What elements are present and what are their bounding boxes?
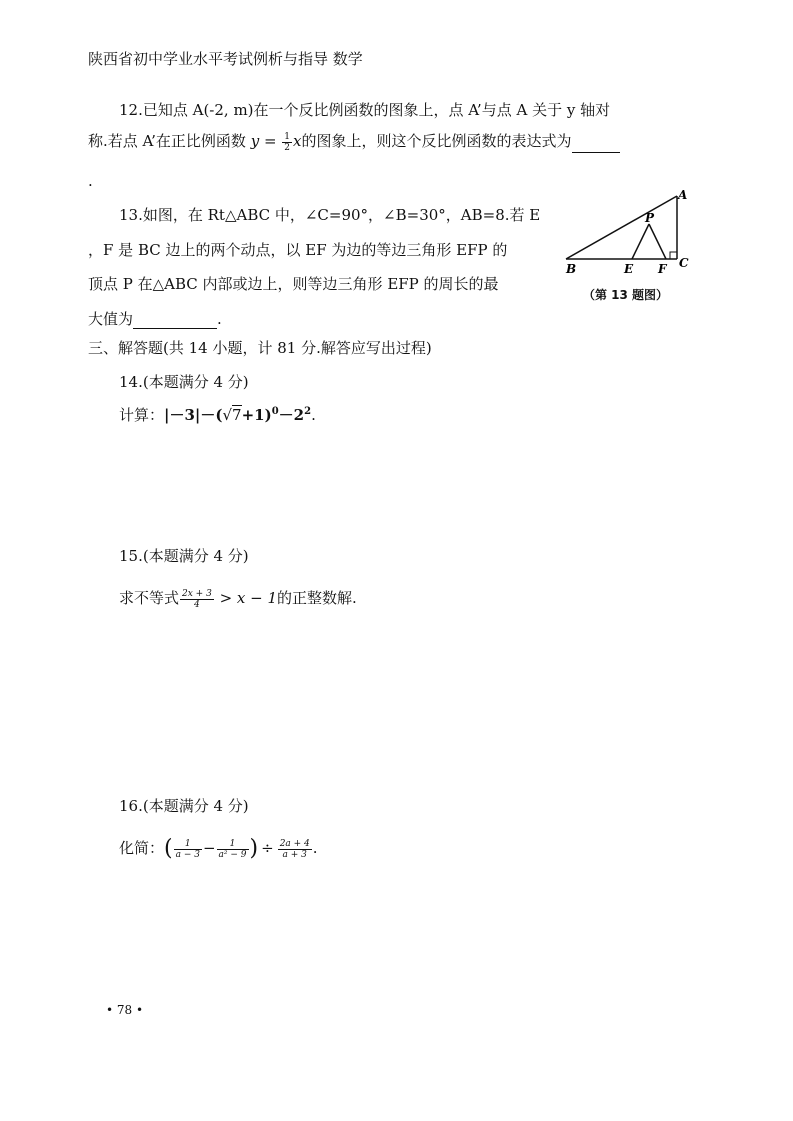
q13-line4 — [88, 309, 222, 329]
q12-line3: . — [88, 172, 93, 190]
q16-f2-den: a² − 9 — [218, 849, 247, 860]
q13-line1: 13.如图，在 Rt△ABC 中，∠C=90°，∠B=30°，AB=8.若 E — [119, 206, 541, 224]
q16-f3-num: 2a + 4 — [279, 838, 310, 849]
label-b: B — [566, 262, 577, 276]
q16-fraction-3 — [278, 839, 312, 860]
q13-line4-post: . — [217, 310, 222, 328]
label-e: E — [624, 262, 634, 276]
q15-rhs: > x − 1 — [214, 589, 278, 607]
q14-expr-b: +1) — [241, 406, 272, 424]
q14-sup0: 0 — [271, 406, 279, 417]
q16-title: 16.(本题满分 4 分) — [119, 797, 249, 815]
q14-sup2: 2 — [304, 406, 312, 417]
side-ab — [566, 196, 677, 259]
side-pf — [649, 224, 666, 259]
q16-f1-num: 1 — [174, 839, 202, 850]
q12-eq-eq: = — [259, 132, 282, 150]
q13-line3: 顶点 P 在△ABC 内部或边上，则等边三角形 EFP 的周长的最 — [88, 275, 499, 293]
q13-triangle-figure — [560, 184, 710, 284]
q12-frac-den: 2 — [284, 142, 291, 153]
q14-expr-c: －2 — [278, 406, 305, 424]
figure-caption: （第 13 题图） — [583, 288, 669, 302]
q16-open-paren: ( — [164, 836, 173, 861]
page-number: • 78 • — [106, 1003, 144, 1017]
q15-inequality — [119, 588, 357, 610]
q13-answer-blank — [133, 312, 217, 329]
label-p: P — [645, 211, 655, 225]
label-a: A — [678, 188, 688, 202]
right-angle-mark — [670, 252, 677, 259]
q16-f3-den: a + 3 — [282, 849, 307, 860]
q12-eq-y: y — [250, 132, 260, 150]
q16-minus: − — [202, 839, 216, 857]
q16-expression — [119, 838, 318, 860]
q16-close-paren: ) — [249, 836, 259, 861]
q14-prompt: 计算： — [119, 406, 165, 424]
q13-line4-pre: 大值为 — [88, 310, 134, 328]
q12-answer-blank — [572, 136, 620, 153]
q16-fraction-1 — [174, 839, 202, 860]
q14-expr-a: |－3|－( — [164, 406, 223, 424]
q16-f1-den: a − 3 — [175, 849, 200, 860]
q15-fraction — [180, 589, 214, 610]
q13-line2: ，F 是 BC 边上的两个动点，以 EF 为边的等边三角形 EFP 的 — [88, 241, 508, 259]
q16-fraction-2 — [217, 839, 249, 860]
q12-line2-pre: 称.若点 A’在正比例函数 — [88, 132, 251, 150]
q12-line1: 12.已知点 A(-2, m)在一个反比例函数的图象上，点 A’与点 A 关于 y 轴对 — [119, 101, 611, 119]
q15-frac-num: 2x + 3 — [182, 588, 212, 599]
q16-prompt: 化简： — [119, 839, 165, 857]
q14-expression — [119, 402, 316, 425]
q15-post: 的正整数解. — [277, 589, 357, 607]
q14-end: . — [311, 406, 316, 424]
q12-eq-x: x — [293, 132, 302, 150]
q16-end: . — [312, 839, 318, 857]
q14-sqrt: √7 — [222, 406, 242, 424]
q12-frac-num: 1 — [284, 131, 291, 142]
q15-frac-den: 4 — [194, 599, 200, 610]
label-c: C — [679, 256, 689, 270]
q15-title: 15.(本题满分 4 分) — [119, 547, 249, 565]
q12-fraction — [282, 132, 292, 153]
q16-div: ÷ — [261, 839, 274, 857]
q16-f2-num: 1 — [217, 839, 249, 850]
q15-prompt: 求不等式 — [119, 589, 180, 607]
q14-sqrt-arg: 7 — [232, 406, 242, 424]
q12-line2 — [88, 131, 620, 153]
page-header: 陕西省初中学业水平考试例析与指导 数学 — [88, 50, 363, 68]
label-f: F — [658, 262, 667, 276]
side-ep — [632, 224, 649, 259]
q12-line2-post: 的图象上，则这个反比例函数的表达式为 — [301, 132, 572, 150]
section-title: 三、解答题(共 14 小题，计 81 分.解答应写出过程) — [88, 339, 432, 357]
q14-title: 14.(本题满分 4 分) — [119, 373, 249, 391]
